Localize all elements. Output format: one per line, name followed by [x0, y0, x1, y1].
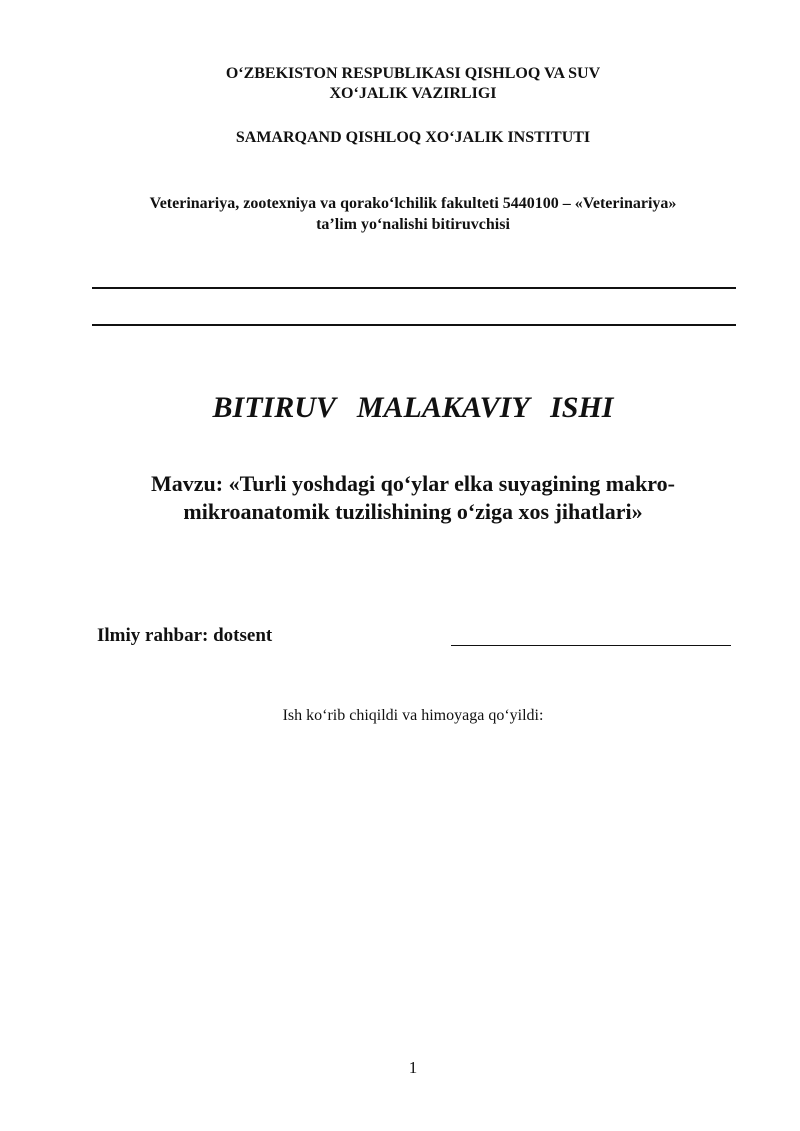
name-underline-1 [92, 287, 736, 289]
topic-heading [0, 470, 800, 526]
review-note: Ish ko‘rib chiqildi va himoyaga qo‘yildi: [282, 707, 544, 724]
topic-heading-line2: mikroanatomik tuzilishining o‘ziga xos jihatlari» [183, 499, 643, 524]
name-underline-2 [92, 324, 736, 326]
advisor-label: Ilmiy rahbar: dotsent [97, 625, 273, 646]
institute-heading: SAMARQAND QISHLOQ XO‘JALIK INSTITUTI [235, 129, 591, 146]
faculty-heading [0, 193, 800, 235]
page-number: 1 [408, 1058, 418, 1077]
work-title: BITIRUV MALAKAVIY ISHI [212, 391, 614, 424]
advisor-signature-line [451, 645, 731, 646]
ministry-heading-line1: O‘ZBEKISTON RESPUBLIKASI QISHLOQ VA SUV [225, 65, 601, 82]
topic-heading-line1: Mavzu: «Turli yoshdagi qo‘ylar elka suyagining makro- [150, 471, 675, 496]
faculty-heading-line1: Veterinariya, zootexniya va qorako‘lchilik fakulteti 5440100 – «Veterinariya» [149, 195, 677, 212]
ministry-heading [0, 64, 800, 104]
faculty-heading-line2: ta’lim yo‘nalishi bitiruvchisi [316, 216, 510, 233]
ministry-heading-line2: XO‘JALIK VAZIRLIGI [329, 85, 497, 102]
